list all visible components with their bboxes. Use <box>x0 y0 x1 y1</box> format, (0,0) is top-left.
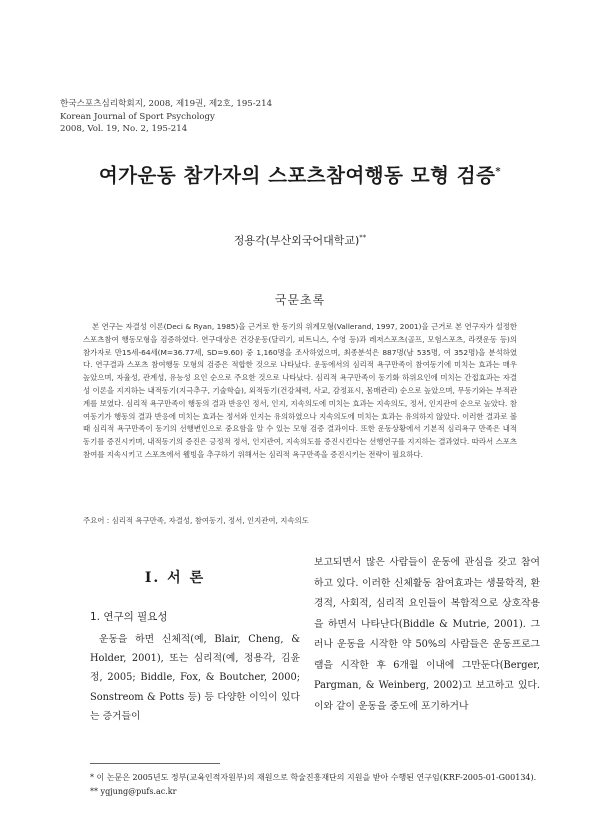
paper-title-text: 여가운동 참가자의 스포츠참여행동 모형 검증 <box>98 164 496 187</box>
author-footnote-mark: ** <box>359 233 367 242</box>
journal-line-korean: 한국스포츠심리학회지, 2008, 제19권, 제2호, 195-214 <box>60 99 273 109</box>
keywords-line: 주요어 : 심리적 욕구만족, 자결성, 참여동기, 정서, 인지관여, 지속의도 <box>83 516 309 525</box>
right-column <box>314 553 540 717</box>
author-line <box>0 232 600 248</box>
subsection-heading: 1. 연구의 필요성 <box>90 611 168 623</box>
footnote-divider <box>90 763 220 764</box>
footnote-email: ** ygjung@pufs.ac.kr <box>90 787 177 796</box>
title-footnote-mark: * <box>495 166 502 178</box>
abstract-body: 본 연구는 자결성 이론(Deci & Ryan, 1985)을 근거로 한 동기의 위계모형(Vallerand, 1997, 2001)을 근거로 본 연구자가 설정한 스포츠참여 행동모형을 검증하였다. 연구대상은 건강운동(달리기, 피트니스, 수영 등)과 레저스포츠(골프, 모험스포츠, 라켓운동 등)의 참가자로 만15세-64세(M=36.77세, SD=9.60) 중 1,160명을 조사하였으며, 최종분석은 887명(남 535명, 여 352명)을 분석하였다. 연구결과 스포츠 참여행동 모형의 검증은 적합한 것으로 나타났다. 운동에서의 심리적 욕구만족이 참여동기에 미치는 효과는 매우 높았으며, 자율성, 관계성, 유능성 요인 순으로 주요한 것으로 나타났다. 심리적 욕구만족이 동기화 하위요인에 미치는 간접효과는 자결성 이론을 지지하는 내적동기(지극추구, 기술학습), 외적동기(건강체력, 사교, 감정표시, 몸매관리) 순으로 높았으며, 무동기와는 부적관계를 보였다. 심리적 욕구만족이 행동의 결과 반응인 정서, 인지, 지속의도에 미치는 효과는 지속의도, 정서, 인지관여 순으로 높았다. 참여동기가 행동의 결과 반응에 미치는 효과는 정서와 인지는 유의하였으나 지속의도에 미치는 효과는 유의하지 않았다. 이러한 결과로 볼 때 심리적 욕구만족이 동기의 선행변인으로 중요함을 알 수 있는 모형 검증 결과이다. 또한 운동상황에서 기본적 심리욕구 만족은 내적동기를 증진시키며, 내적동기의 증진은 긍정적 정서, 인지관여, 지속의도를 증진시킨다는 선행연구를 지지하는 결과였다. 따라서 스포츠 참여를 지속시키고 스포츠에서 웰빙을 추구하기 위해서는 심리적 욕구만족을 증진시키는 전략이 필요하다. <box>83 322 517 459</box>
right-column-paragraph: 보고되면서 많은 사람들이 운동에 관심을 갖고 참여하고 있다. 이러한 신체활동 참여효과는 생물학적, 환경적, 사회적, 심리적 요인들이 복합적으로 상호작용을 하면서 나타난다(Biddle & Mutrie, 2001). 그러나 운동을 시작한 약 50%의 사람들은 운동프로그램을 시작한 후 6개월 이내에 그만둔다(Berger, Pargman, & Weinberg, 2002)고 보고하고 있다. 이와 같이 운동을 중도에 포기하거나 <box>314 557 540 712</box>
journal-info <box>60 98 272 136</box>
paper-title <box>0 160 600 188</box>
footnotes <box>90 771 550 799</box>
journal-line-volume: 2008, Vol. 19, No. 2, 195-214 <box>60 124 188 135</box>
author-name: 정용각(부산외국어대학교) <box>233 234 360 247</box>
left-column-paragraph: 운동을 하면 신체적(예, Blair, Cheng, & Holder, 2001), 또는 심리적(예, 정용각, 김윤정, 2005; Biddle, Fox, & Boutcher, 2000; Sonstreom & Potts 등) 등 다양한 이익이 있다는 증거들이 <box>90 634 300 722</box>
section-heading: I. 서 론 <box>144 570 206 586</box>
left-column <box>90 630 300 726</box>
journal-line-english: Korean Journal of Sport Psychology <box>60 111 215 122</box>
footnote-funding: * 이 논문은 2005년도 정부(교육인적자원부)의 재원으로 학술진흥재단의 지원을 받아 수행된 연구임(KRF-2005-01-G00134). <box>90 773 537 782</box>
abstract-heading: 국문초록 <box>274 293 326 307</box>
